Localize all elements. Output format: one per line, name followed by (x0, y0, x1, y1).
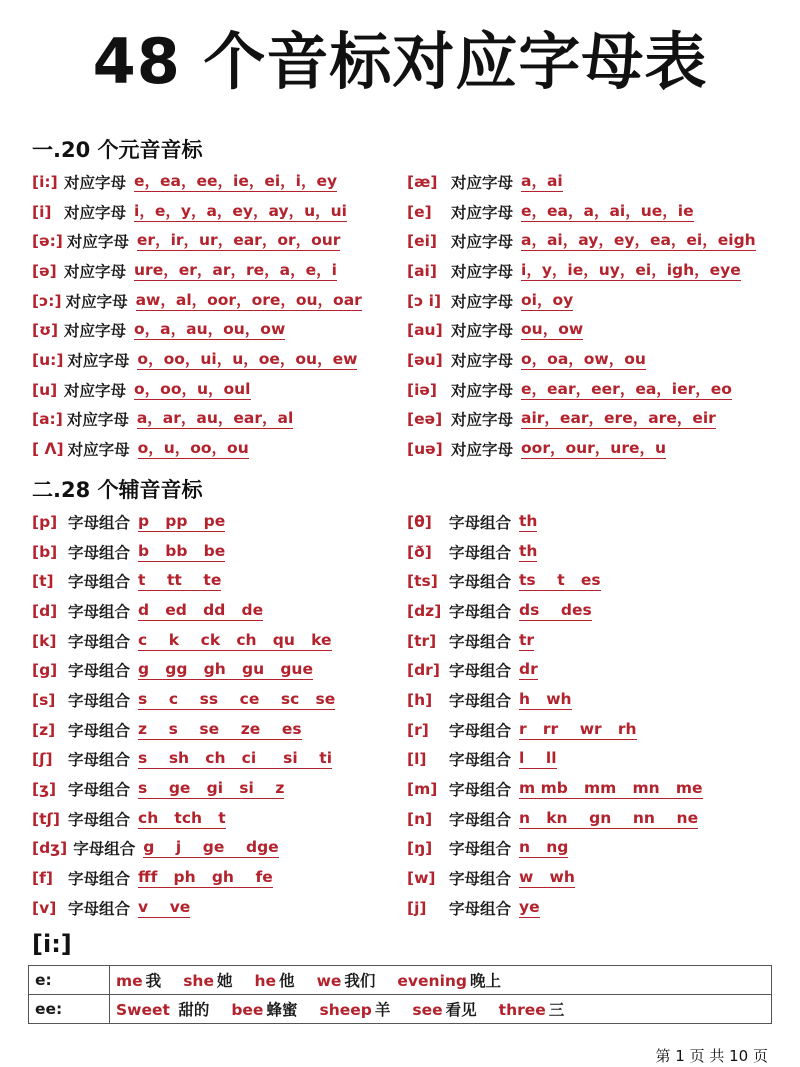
consonant-entry (32, 511, 407, 533)
vowel-entry (32, 171, 407, 193)
phonetic-symbol: [tr] (407, 631, 437, 650)
vowel-row (32, 315, 782, 345)
example-heading: [i:] (32, 930, 72, 958)
phonetic-symbol: [θ] (407, 512, 432, 531)
letter-spellings: o，oo，ui，u，oe，ou，ew (137, 349, 358, 368)
letter-spellings: o，a，au，ou，ow (134, 320, 286, 339)
consonant-row (32, 804, 782, 834)
letter-spellings: ds des (519, 600, 592, 619)
example-words (110, 995, 772, 1024)
phonetic-symbol: [z] (32, 720, 56, 739)
phonetic-symbol: [i:] (32, 172, 58, 191)
letter-spellings: dr (519, 660, 538, 679)
letter-spellings: ou，ow (521, 320, 584, 339)
phonetic-symbol: [ei] (407, 232, 437, 251)
phonetic-symbol: [ɔ:] (32, 291, 62, 310)
letter-spellings: g j ge dge (143, 838, 279, 857)
phonetic-symbol: [ð] (407, 542, 432, 561)
consonant-row (32, 715, 782, 745)
consonant-row (32, 566, 782, 596)
consonant-entry (32, 867, 407, 889)
consonant-row (32, 507, 782, 537)
consonant-entry (32, 630, 407, 652)
example-word-en: see (412, 1001, 443, 1019)
entry-label: 字母组合 (68, 751, 131, 770)
page-indicator: 第 1 页 共 10 页 (655, 1047, 768, 1065)
phonetic-symbol: [k] (32, 631, 57, 650)
phonetic-symbol: [əu] (407, 350, 443, 369)
letter-spellings: n ng (519, 838, 569, 857)
vowel-entry (32, 260, 407, 282)
entry-label: 对应字母 (451, 381, 514, 400)
phonetic-symbol: [ɔ i] (407, 291, 442, 310)
example-word-en: Sweet (116, 1001, 170, 1019)
example-word-zh: 蜂蜜 (266, 1001, 298, 1019)
vowel-row (32, 286, 782, 316)
example-word-en: he (254, 972, 277, 990)
phonetic-symbol: [e] (407, 202, 432, 221)
consonant-entry (407, 570, 782, 592)
letter-spellings: w wh (519, 868, 575, 887)
phonetic-symbol: [au] (407, 321, 443, 340)
letter-spellings: h wh (519, 689, 572, 708)
example-key: e: (29, 966, 110, 995)
consonant-entry (32, 689, 407, 711)
vowel-entry (32, 438, 407, 460)
phonetic-symbol: [tʃ] (32, 809, 61, 828)
letter-spellings: i，e，y，a，ey，ay，u，ui (134, 201, 347, 220)
vowel-entry (407, 290, 782, 312)
vowel-entry (407, 171, 782, 193)
entry-label: 对应字母 (451, 173, 514, 192)
letter-spellings: ure，er，ar，re，a，e，i (134, 260, 337, 279)
consonant-entry (407, 719, 782, 741)
letter-spellings: e，ea，ee，ie，ei，i，ey (134, 171, 338, 190)
phonetic-symbol: [n] (407, 809, 433, 828)
vowel-row (32, 256, 782, 286)
consonant-entry (407, 867, 782, 889)
letter-spellings: air，ear，ere，are，eir (521, 409, 716, 428)
vowel-row (32, 405, 782, 435)
consonant-entry (407, 897, 782, 919)
letter-spellings: er，ir，ur，ear，or，our (136, 231, 341, 250)
consonant-entry (407, 630, 782, 652)
entry-label: 字母组合 (68, 573, 131, 592)
phonetic-symbol: [m] (407, 780, 438, 799)
entry-label: 字母组合 (449, 513, 512, 532)
example-word-en: bee (231, 1001, 264, 1019)
entry-label: 对应字母 (451, 322, 514, 341)
consonant-entry (407, 600, 782, 622)
vowel-row (32, 167, 782, 197)
letter-spellings: m mb mm mn me (519, 779, 703, 798)
example-table (28, 965, 772, 1024)
consonant-entry (407, 541, 782, 563)
entry-label: 字母组合 (68, 543, 131, 562)
consonant-row (32, 537, 782, 567)
letter-spellings: g gg gh gu gue (138, 660, 313, 679)
entry-label: 字母组合 (449, 721, 512, 740)
vowel-row (32, 226, 782, 256)
example-key: ee: (29, 995, 110, 1024)
phonetic-symbol: [ai] (407, 261, 437, 280)
vowel-entry (32, 349, 407, 371)
vowel-entry (32, 319, 407, 341)
example-word-en: evening (397, 972, 468, 990)
letter-spellings: o，oa，ow，ou (521, 349, 646, 368)
phonetic-symbol: [æ] (407, 172, 438, 191)
entry-label: 对应字母 (451, 233, 514, 252)
vowel-entry (407, 260, 782, 282)
consonant-row (32, 893, 782, 923)
entry-label: 字母组合 (449, 573, 512, 592)
example-word-zh: 晚上 (470, 972, 502, 990)
letter-spellings: aw，al，oor，ore，ou，oar (135, 290, 362, 309)
vowel-entry (407, 349, 782, 371)
vowel-entry (407, 230, 782, 252)
consonant-row (32, 834, 782, 864)
phonetic-symbol: [l] (407, 750, 427, 769)
entry-label: 对应字母 (451, 411, 514, 430)
letter-spellings: s sh ch ci si ti (138, 749, 333, 768)
entry-label: 字母组合 (449, 840, 512, 859)
entry-label: 对应字母 (67, 351, 130, 370)
vowel-entry (32, 379, 407, 401)
entry-label: 字母组合 (449, 691, 512, 710)
entry-label: 对应字母 (451, 262, 514, 281)
consonant-entry (407, 689, 782, 711)
phonetic-symbol: [r] (407, 720, 429, 739)
letter-spellings: ch tch t (138, 808, 226, 827)
letter-spellings: a，ar，au，ear，al (136, 409, 294, 428)
letter-spellings: v ve (138, 897, 191, 916)
entry-label: 对应字母 (64, 322, 127, 341)
consonant-entry (32, 897, 407, 919)
phonetic-symbol: [iə] (407, 380, 437, 399)
consonant-entry (407, 659, 782, 681)
entry-label: 字母组合 (68, 513, 131, 532)
consonant-entry (32, 570, 407, 592)
example-word-zh: 她 (216, 972, 233, 990)
entry-label: 字母组合 (68, 870, 131, 889)
page-title: 48 个音标对应字母表 (92, 25, 708, 98)
phonetic-symbol: [i] (32, 202, 52, 221)
consonant-entry (32, 659, 407, 681)
vowel-entry (407, 379, 782, 401)
entry-label: 字母组合 (68, 602, 131, 621)
consonant-table (32, 507, 782, 923)
example-row (29, 995, 772, 1024)
example-word-zh: 我 (145, 972, 162, 990)
vowel-entry (32, 290, 407, 312)
letter-spellings: fff ph gh fe (138, 868, 273, 887)
vowel-entry (407, 438, 782, 460)
consonant-entry (407, 511, 782, 533)
vowel-table (32, 167, 782, 464)
entry-label: 对应字母 (66, 233, 129, 252)
vowel-entry (32, 408, 407, 430)
consonant-entry (407, 837, 782, 859)
letter-spellings: a，ai (521, 171, 563, 190)
example-word-zh: 我们 (344, 972, 376, 990)
consonant-entry (32, 600, 407, 622)
letter-spellings: e，ea，a，ai，ue，ie (521, 201, 694, 220)
vowel-entry (32, 201, 407, 223)
entry-label: 对应字母 (451, 351, 514, 370)
phonetic-symbol: [p] (32, 512, 58, 531)
vowel-entry (407, 319, 782, 341)
phonetic-symbol: [u:] (32, 350, 64, 369)
entry-label: 字母组合 (449, 870, 512, 889)
vowel-entry (407, 408, 782, 430)
phonetic-symbol: [f] (32, 869, 53, 888)
vowel-entry (407, 201, 782, 223)
entry-label: 字母组合 (68, 810, 131, 829)
example-words (110, 966, 772, 995)
consonant-section-heading: 二.28 个辅音音标 (32, 478, 203, 502)
phonetic-symbol: [v] (32, 898, 57, 917)
phonetic-symbol: [ʊ] (32, 321, 59, 340)
letter-spellings: n kn gn nn ne (519, 808, 699, 827)
entry-label: 字母组合 (449, 543, 512, 562)
phonetic-symbol: [dʒ] (32, 839, 68, 858)
entry-label: 字母组合 (68, 691, 131, 710)
entry-label: 对应字母 (451, 441, 514, 460)
entry-label: 对应字母 (64, 173, 127, 192)
vowel-entry (32, 230, 407, 252)
example-word-en: she (183, 972, 214, 990)
letter-spellings: tr (519, 630, 535, 649)
consonant-entry (32, 748, 407, 770)
entry-label: 字母组合 (449, 751, 512, 770)
phonetic-symbol: [ŋ] (407, 839, 433, 858)
letter-spellings: th (519, 541, 538, 560)
entry-label: 字母组合 (68, 662, 131, 681)
phonetic-symbol: [a:] (32, 410, 63, 429)
letter-spellings: o，u，oo，ou (137, 439, 249, 458)
phonetic-symbol: [s] (32, 690, 56, 709)
consonant-entry (407, 808, 782, 830)
phonetic-symbol: [g] (32, 661, 58, 680)
letter-spellings: s ge gi si z (138, 779, 285, 798)
consonant-entry (32, 541, 407, 563)
entry-label: 对应字母 (65, 292, 128, 311)
entry-label: 字母组合 (449, 810, 512, 829)
phonetic-symbol: [ Λ] (32, 440, 64, 459)
phonetic-symbol: [ʃ] (32, 750, 53, 769)
example-word-en: three (498, 1001, 546, 1019)
entry-label: 对应字母 (64, 203, 127, 222)
example-word-en: we (316, 972, 342, 990)
entry-label: 对应字母 (451, 203, 514, 222)
entry-label: 对应字母 (64, 262, 127, 281)
phonetic-symbol: [b] (32, 542, 58, 561)
example-word-zh: 羊 (374, 1001, 391, 1019)
entry-label: 字母组合 (449, 662, 512, 681)
entry-label: 字母组合 (68, 899, 131, 918)
letter-spellings: i，y，ie，uy，ei，igh，eye (521, 260, 741, 279)
letter-spellings: b bb be (138, 541, 226, 560)
consonant-entry (407, 778, 782, 800)
entry-label: 字母组合 (449, 632, 512, 651)
letter-spellings: r rr wr rh (519, 719, 637, 738)
phonetic-symbol: [ʒ] (32, 780, 57, 799)
letter-spellings: ye (519, 897, 540, 916)
example-row (29, 966, 772, 995)
vowel-row (32, 345, 782, 375)
letter-spellings: l ll (519, 749, 557, 768)
letter-spellings: e，ear，eer，ea，ier，eo (521, 379, 732, 398)
vowel-row (32, 434, 782, 464)
entry-label: 对应字母 (64, 381, 127, 400)
consonant-entry (32, 808, 407, 830)
entry-label: 字母组合 (449, 899, 512, 918)
example-word-zh: 三 (548, 1001, 565, 1019)
entry-label: 字母组合 (449, 602, 512, 621)
example-word-en: sheep (319, 1001, 372, 1019)
consonant-row (32, 745, 782, 775)
entry-label: 字母组合 (449, 781, 512, 800)
example-word-zh: 他 (279, 972, 295, 990)
phonetic-symbol: [t] (32, 572, 54, 591)
example-word-zh: 看见 (445, 1001, 477, 1019)
entry-label: 对应字母 (451, 292, 514, 311)
phonetic-symbol: [eə] (407, 410, 443, 429)
letter-spellings: s c ss ce sc se (138, 689, 336, 708)
consonant-entry (407, 748, 782, 770)
phonetic-symbol: [dr] (407, 661, 440, 680)
phonetic-symbol: [j] (407, 898, 427, 917)
vowel-row (32, 197, 782, 227)
letter-spellings: c k ck ch qu ke (138, 630, 332, 649)
phonetic-symbol: [h] (407, 690, 433, 709)
consonant-entry (32, 778, 407, 800)
phonetic-symbol: [w] (407, 869, 436, 888)
entry-label: 对应字母 (67, 441, 130, 460)
letter-spellings: th (519, 511, 538, 530)
letter-spellings: oi，oy (521, 290, 574, 309)
letter-spellings: o，oo，u，oul (134, 379, 251, 398)
letter-spellings: p pp pe (138, 511, 226, 530)
vowel-section-heading: 一.20 个元音音标 (32, 138, 203, 162)
consonant-row (32, 596, 782, 626)
phonetic-symbol: [u] (32, 380, 58, 399)
phonetic-symbol: [dz] (407, 601, 442, 620)
entry-label: 对应字母 (66, 411, 129, 430)
letter-spellings: z s se ze es (138, 719, 302, 738)
consonant-entry (32, 719, 407, 741)
letter-spellings: a，ai，ay，ey，ea，ei，eigh (521, 231, 756, 250)
consonant-row (32, 685, 782, 715)
entry-label: 字母组合 (68, 721, 131, 740)
example-word-zh: 甜的 (172, 1001, 210, 1019)
phonetic-symbol: [d] (32, 601, 58, 620)
phonetic-symbol: [ə:] (32, 232, 63, 251)
consonant-row (32, 774, 782, 804)
consonant-entry (32, 837, 407, 859)
example-word-en: me (116, 972, 143, 990)
consonant-row (32, 863, 782, 893)
entry-label: 字母组合 (68, 781, 131, 800)
letter-spellings: d ed dd de (138, 600, 264, 619)
consonant-row (32, 626, 782, 656)
vowel-row (32, 375, 782, 405)
phonetic-symbol: [ə] (32, 261, 57, 280)
entry-label: 字母组合 (73, 840, 136, 859)
entry-label: 字母组合 (68, 632, 131, 651)
letter-spellings: t tt te (138, 571, 222, 590)
letter-spellings: oor，our，ure，u (521, 439, 667, 458)
consonant-row (32, 655, 782, 685)
phonetic-symbol: [ts] (407, 572, 438, 591)
letter-spellings: ts t es (519, 571, 601, 590)
phonetic-symbol: [uə] (407, 440, 443, 459)
